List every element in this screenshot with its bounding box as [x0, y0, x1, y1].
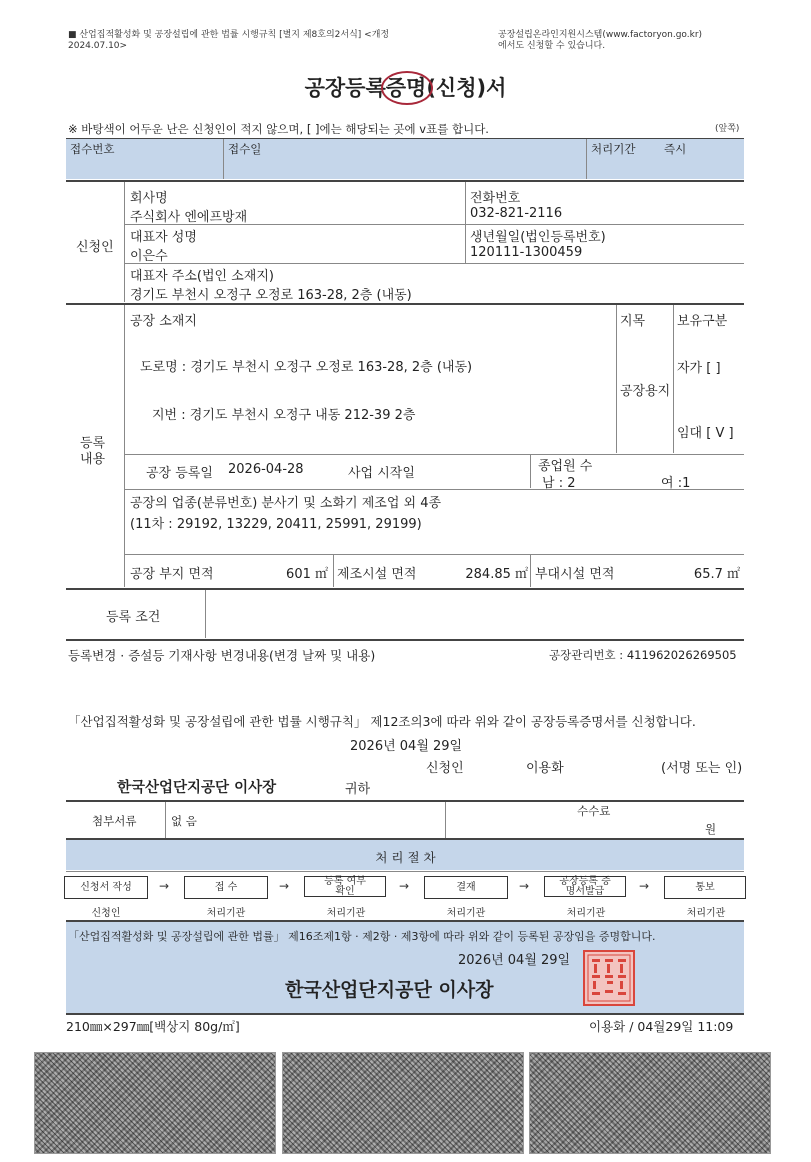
registration-section-label: 등록: [80, 436, 106, 451]
birth-regno-label: 생년월일(법인등록번호): [470, 230, 606, 245]
receipt-row: [66, 139, 744, 179]
arrow-icon: →: [159, 879, 170, 893]
mfg-area-label: 제조시설 면적: [337, 567, 417, 582]
site-area-value: 601 ㎡: [286, 567, 328, 582]
page-title: 공장등록증명(신청)서: [304, 76, 507, 100]
security-barcode: [282, 1052, 524, 1154]
step-review: 등록 여부 확인: [304, 876, 386, 897]
signer-label: 신청인: [426, 761, 464, 776]
step-notify: 통보: [664, 876, 746, 899]
certification-date: 2026년 04월 29일: [458, 953, 571, 968]
road-address: 도로명 : 경기도 부천시 오정구 오정로 163-28, 2층 (내동): [140, 360, 473, 375]
actor-applicant: 신청인: [91, 908, 121, 919]
representative-value: 이은수: [130, 249, 168, 264]
land-category-label: 지목: [620, 314, 646, 329]
phone-label: 전화번호: [470, 191, 521, 206]
lot-address: 지번 : 경기도 부천시 오정구 내동 212-39 2층: [152, 408, 416, 423]
receipt-date-label: 접수일: [228, 142, 262, 156]
step-approval: 결재: [424, 876, 508, 899]
site-area-label: 공장 부지 면적: [130, 567, 214, 582]
arrow-icon: →: [519, 879, 530, 893]
employees-male: 남 : 2: [542, 476, 576, 491]
certification-text: 「산업집적활성화 및 공장설립에 관한 법률」 제16조제1항 · 제2항 · 제3항에 따라 위와 같이 등록된 공장임을 증명합니다.: [68, 930, 656, 943]
applicant-section-label: 신청인: [76, 240, 114, 255]
step-application: 신청서 작성: [64, 876, 148, 899]
declaration-text: 「산업집적활성화 및 공장설립에 관한 법률 시행규칙」 제12조의3에 따라 위와 같이 공장등록증명서를 신청합니다.: [68, 714, 696, 729]
processing-period-value: 즉시: [664, 142, 687, 156]
actor-agency: 처리기관: [566, 908, 606, 919]
processing-period-label: 처리기간: [591, 142, 636, 156]
ownership-lease-checkbox: 임대 [ V ]: [677, 426, 734, 441]
ownership-label: 보유구분: [677, 314, 728, 329]
arrow-icon: →: [399, 879, 410, 893]
sign-hint: (서명 또는 인): [661, 761, 743, 776]
registration-section-label-2: 내용: [80, 452, 106, 467]
representative-label: 대표자 성명: [130, 230, 197, 245]
land-category-value: 공장용지: [620, 384, 671, 399]
fee-unit: 원: [705, 822, 717, 836]
registration-date-value: 2026-04-28: [228, 462, 304, 477]
issuer-name: 한국산업단지공단 이사장: [285, 979, 494, 1001]
security-barcode: [529, 1052, 771, 1154]
receipt-number-label: 접수번호: [70, 142, 115, 156]
attachments-value: 없 음: [171, 814, 197, 828]
company-name-value: 주식회사 엔에프방재: [130, 210, 248, 225]
company-name-label: 회사명: [130, 191, 168, 206]
registration-date-label: 공장 등록일: [146, 466, 213, 481]
law-reference: ■ 산업집적활성화 및 공장설립에 관한 법률 시행규칙 [별지 제8호의2서식] <개정: [68, 30, 390, 40]
recipient: 한국산업단지공단 이사장: [117, 780, 277, 796]
fee-label: 수수료: [577, 804, 611, 818]
security-barcode: [34, 1052, 276, 1154]
ownership-own-checkbox: 자가 [ ]: [677, 361, 721, 376]
step-receipt: 접 수: [184, 876, 268, 899]
aux-area-label: 부대시설 면적: [535, 567, 615, 582]
law-reference-date: 2024.07.10>: [68, 41, 128, 51]
mfg-area-value: 284.85 ㎡: [465, 567, 528, 582]
employees-female: 여 :1: [661, 476, 691, 491]
actor-agency: 처리기관: [686, 908, 726, 919]
aux-area-value: 65.7 ㎡: [693, 567, 740, 582]
attachments-label: 첨부서류: [92, 814, 137, 828]
step-issue: 공장등록 증명서발급: [544, 876, 626, 897]
title-circle-mark: [381, 71, 433, 105]
signer-name: 이용화: [526, 761, 564, 776]
recipient-suffix: 귀하: [345, 782, 371, 797]
employees-label: 종업원 수: [538, 459, 593, 474]
page-side: (앞쪽): [715, 124, 740, 134]
issue-stamp: 이용화 / 04월29일 11:09: [589, 1019, 734, 1034]
rep-address-value: 경기도 부천시 오정구 오정로 163-28, 2층 (내동): [130, 288, 412, 303]
actor-agency: 처리기관: [206, 908, 246, 919]
industry-codes: (11차 : 29192, 13229, 20411, 25991, 29199): [130, 517, 422, 532]
online-system-notice-2: 에서도 신청할 수 있습니다.: [498, 41, 606, 51]
application-date: 2026년 04월 29일: [350, 739, 463, 754]
phone-value: 032-821-2116: [470, 206, 563, 221]
industry-label: 공장의 업종(분류번호) 분사기 및 소화기 제조업 외 4종: [130, 496, 442, 511]
procedure-title: 처 리 절 차: [375, 850, 436, 865]
rep-address-label: 대표자 주소(법인 소재지): [130, 269, 274, 284]
paper-spec: 210㎜×297㎜[백상지 80g/㎡]: [66, 1019, 240, 1034]
changes-label: 등록변경 · 증설등 기재사항 변경내용(변경 날짜 및 내용): [68, 648, 376, 663]
business-start-label: 사업 시작일: [348, 466, 415, 481]
factory-location-label: 공장 소재지: [130, 314, 197, 329]
actor-agency: 처리기관: [446, 908, 486, 919]
notice-text: ※ 바탕색이 어두운 난은 신청인이 적지 않으며, [ ]에는 해당되는 곳에 v표를 합니다.: [68, 122, 489, 136]
arrow-icon: →: [279, 879, 290, 893]
official-seal: [583, 950, 635, 1006]
actor-agency: 처리기관: [326, 908, 366, 919]
birth-regno-value: 120111-1300459: [470, 245, 583, 260]
online-system-notice: 공장설립온라인지원시스템(www.factoryon.go.kr): [498, 30, 703, 40]
arrow-icon: →: [639, 879, 650, 893]
factory-management-number: 공장관리번호 : 411962026269505: [549, 648, 737, 662]
registration-conditions-label: 등록 조건: [106, 610, 161, 625]
